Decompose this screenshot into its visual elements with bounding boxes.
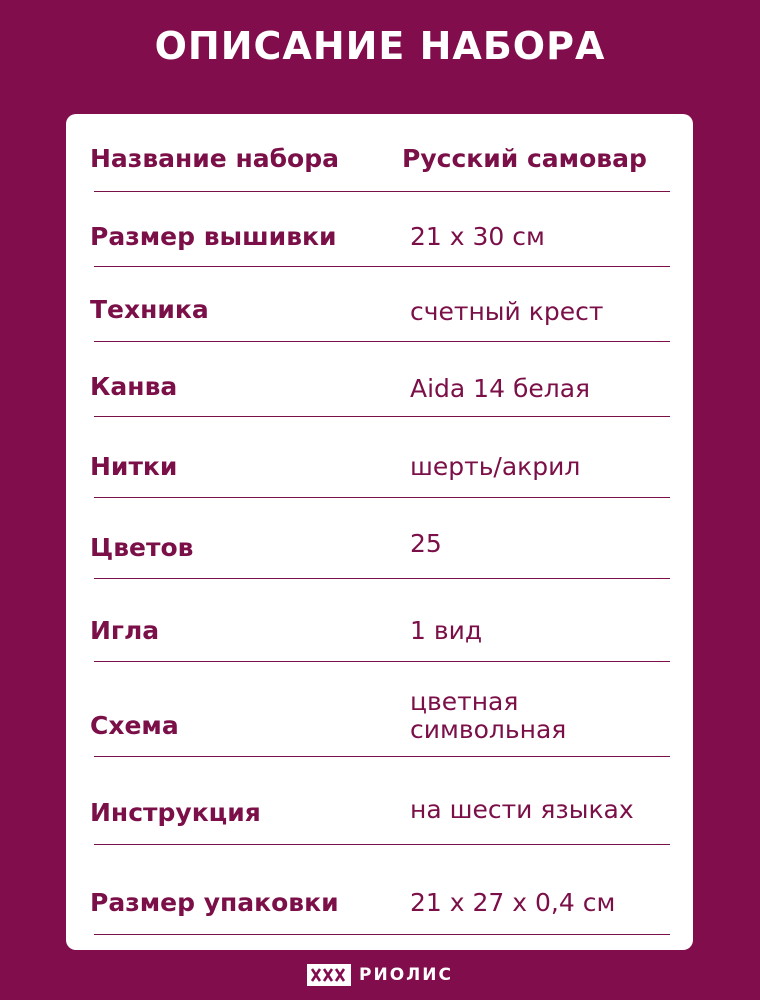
row-value: цветная символьная: [410, 687, 567, 744]
row-divider: [94, 934, 670, 935]
brand-name: РИОЛИС: [359, 965, 453, 985]
row-divider: [94, 756, 670, 757]
row-value: 1 вид: [410, 616, 483, 645]
row-label: Игла: [90, 616, 160, 645]
row-label: Размер упаковки: [90, 888, 339, 917]
row-divider: [94, 661, 670, 662]
row-label: Техника: [90, 295, 209, 324]
row-divider: [94, 341, 670, 342]
row-label: Цветов: [90, 533, 194, 562]
brand-footer: [0, 960, 760, 990]
row-label: Инструкция: [90, 798, 261, 827]
row-value: Русский самовар: [402, 144, 647, 173]
row-divider: [94, 497, 670, 498]
row-value: счетный крест: [410, 297, 604, 326]
description-card: [66, 114, 693, 950]
row-label: Размер вышивки: [90, 222, 337, 251]
riolis-logo-icon: [307, 964, 351, 986]
row-label: Канва: [90, 372, 178, 401]
row-divider: [94, 191, 670, 192]
row-divider: [94, 266, 670, 267]
row-divider: [94, 844, 670, 845]
row-label: Название набора: [90, 144, 339, 173]
row-value: шерть/акрил: [410, 452, 581, 481]
row-value: Aida 14 белая: [410, 374, 591, 403]
row-value: 21 х 27 х 0,4 см: [410, 888, 616, 917]
page-title: ОПИСАНИЕ НАБОРА: [154, 24, 606, 68]
row-value: 25: [410, 529, 442, 558]
row-value: на шести языках: [410, 795, 634, 824]
row-value: 21 х 30 см: [410, 222, 545, 251]
row-divider: [94, 578, 670, 579]
row-label: Нитки: [90, 452, 178, 481]
row-label: Схема: [90, 711, 179, 740]
row-divider: [94, 416, 670, 417]
